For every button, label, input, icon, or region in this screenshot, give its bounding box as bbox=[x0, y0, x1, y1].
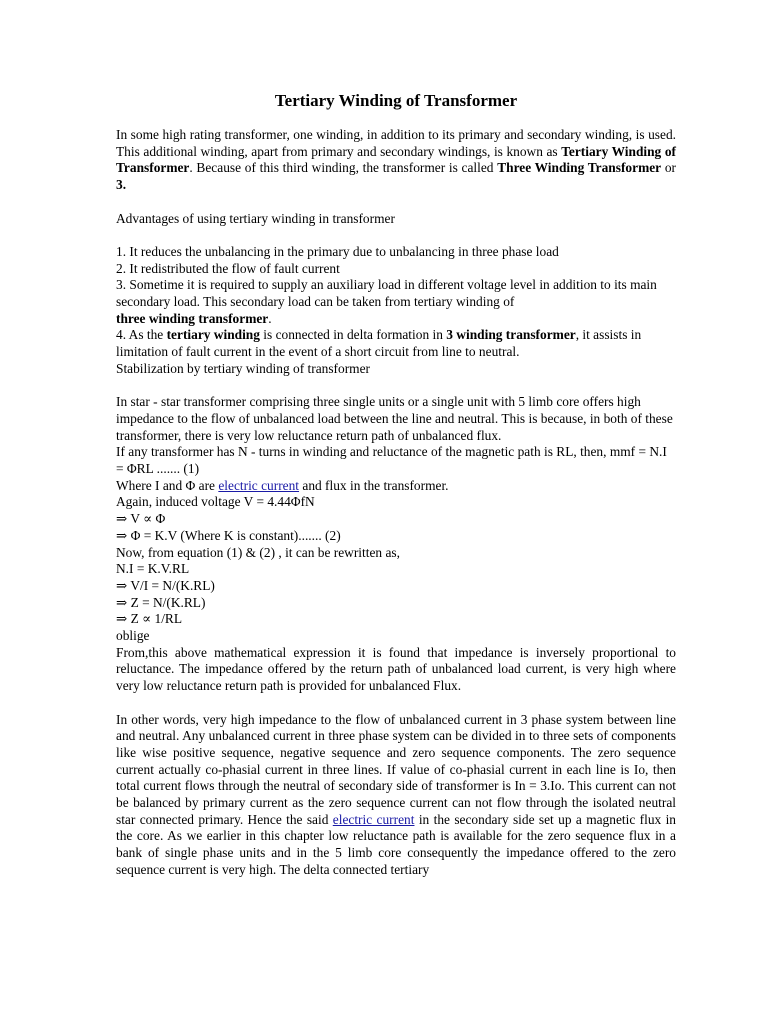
list-item-4-a: 4. As the bbox=[116, 327, 167, 343]
list-item-4-c: is connected in delta formation in bbox=[259, 327, 447, 343]
electric-current-link-2[interactable]: electric current bbox=[332, 811, 415, 827]
document-body bbox=[116, 127, 676, 879]
equation-line-9: ⇒ Z = N/(K.RL) bbox=[116, 594, 206, 610]
equation-line-7: N.I = K.V.RL bbox=[116, 561, 190, 577]
list-item-3-bold: three winding transformer bbox=[116, 310, 269, 326]
equation-line-3: Again, induced voltage V = 4.44ΦfN bbox=[116, 494, 315, 510]
page-title: Tertiary Winding of Transformer bbox=[274, 91, 518, 110]
advantages-heading: Advantages of using tertiary winding in transformer bbox=[116, 210, 395, 226]
intro-paragraph bbox=[116, 127, 676, 194]
spacer bbox=[116, 378, 676, 395]
list-item-4-bold-tertiary: tertiary winding bbox=[166, 327, 260, 343]
equation-line-2 bbox=[116, 478, 676, 495]
electric-current-link[interactable]: electric current bbox=[218, 477, 300, 493]
intro-bold-three-winding: Three Winding Transformer bbox=[497, 160, 662, 176]
intro-text-2: . Because of this third winding, the transformer is called bbox=[189, 160, 498, 176]
intro-text-3: or bbox=[661, 160, 676, 176]
equation-line-8: ⇒ V/I = N/(K.RL) bbox=[116, 577, 215, 593]
equation-line-2-a: Where I and Φ are bbox=[116, 477, 219, 493]
equation-line-2-b: and flux in the transformer. bbox=[299, 477, 449, 493]
star-star-paragraph: In star - star transformer comprising three single units or a single unit with 5 limb core offers high impedance to the flow of unbalanced load between the line and neutral. This is because, in both of these transformer, there is very low reluctance return path of unbalanced flux. bbox=[116, 394, 673, 443]
list-item-4-e: , it assists in limitation of fault current in the event of a short circuit from line to neutral. bbox=[116, 327, 642, 360]
list-item-4-bold-3-winding: 3 winding transformer bbox=[446, 327, 576, 343]
equation-line-5: ⇒ Φ = K.V (Where K is constant)....... (2) bbox=[116, 527, 341, 543]
spacer bbox=[116, 695, 676, 712]
list-item-4 bbox=[116, 327, 676, 360]
list-item-3-text: 3. Sometime it is required to supply an auxiliary load in different voltage level in addition to its main secondary load. This secondary load can be taken from tertiary winding of bbox=[116, 277, 657, 309]
zero-sequence-paragraph bbox=[116, 712, 676, 879]
equation-line-4: ⇒ V ∝ Φ bbox=[116, 511, 166, 527]
spacer bbox=[116, 194, 676, 211]
spacer bbox=[116, 227, 676, 244]
list-item-3 bbox=[116, 277, 676, 327]
list-item-3-end: . bbox=[268, 310, 272, 326]
equation-line-11: oblige bbox=[116, 628, 150, 644]
equation-line-1: If any transformer has N - turns in winding and reluctance of the magnetic path is RL, then, mmf = N.I = ΦRL ....... (1) bbox=[116, 444, 667, 477]
intro-bold-tertiary: Tertiary Winding of Transformer bbox=[116, 143, 676, 176]
equation-line-6: Now, from equation (1) & (2) , it can be rewritten as, bbox=[116, 544, 400, 560]
intro-text-1: In some high rating transformer, one winding, in addition to its primary and secondary winding, is used. This additional winding, apart from primary and secondary windings, is known as bbox=[116, 127, 676, 159]
zero-sequence-text-a: In other words, very high impedance to the flow of unbalanced current in 3 phase system between line and neutral. Any unbalanced current in three phase system can be divided in to three sets of components like wise positive sequence, negative sequence and zero sequence components. The zero sequence current actually co-phasial current in three lines. If value of co-phasial current in each line is Io, then total current flows through the neutral of secondary side of transformer is In = 3.Io. This current can not be balanced by primary current as the zero sequence current can not flow through the isolated neutral star connected primary. Hence the said bbox=[116, 711, 676, 827]
list-item-2: 2. It redistributed the flow of fault current bbox=[116, 260, 340, 276]
list-item-1: 1. It reduces the unbalancing in the primary due to unbalancing in three phase load bbox=[116, 243, 559, 259]
impedance-paragraph: From,this above mathematical expression it is found that impedance is inversely proportional to reluctance. The impedance offered by the return path of unbalanced load current, is very high where very low reluctance return path is provided for unbalanced Flux. bbox=[116, 644, 676, 694]
equation-line-10: ⇒ Z ∝ 1/RL bbox=[116, 611, 183, 627]
intro-bold-3: 3. bbox=[116, 177, 127, 193]
zero-sequence-text-b: in the secondary side set up a magnetic flux in the core. As we earlier in this chapter low reluctance path is available for the zero sequence flux in a bank of single phase units and in the 5 limb core consequently the impedance offered to the zero sequence current is very high. The delta connected tertiary bbox=[116, 811, 676, 877]
stabilization-heading: Stabilization by tertiary winding of transformer bbox=[116, 360, 370, 376]
